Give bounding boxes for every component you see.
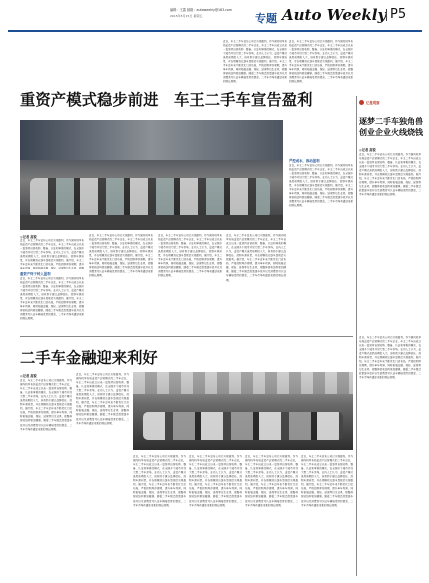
article-column: 近日，车王二手车宣布公司已实现盈利。作为国内较早布局重资产运营模式的二手车企业，车王二手车自成立以来一直坚持自营收购、整备、认证和零售的模式，在全国多个城市开设大型二手车卖场。业内人士认为，重资产模式虽然前期投入大，但有助于建立品牌信任、控制车源质量，并在规模效应逐步显现后实现盈利。据介绍，车王二手车近年来不断优化门店布局，严格控制库存周期，提升单车利润，同时拓展金融、保险、延保等衍生业务，使整体营收结构更加健康。随着二手车限迁政策逐步放开以及消费者对认证车辆接受度的提高，二手车市场有望迎来新的增长周期。 (245, 455, 298, 507)
sidebar-title-1: 逐梦二手车独角兽 (359, 117, 423, 126)
article-column: 近日，车王二手车宣布公司已实现盈利。作为国内较早布局重资产运营模式的二手车企业，车王二手车自成立以来一直坚持自营收购、整备、认证和零售的模式，在全国多个城市开设大型二手车卖场。业内人士认为，重资产模式虽然前期投入大，但有助于建立品牌信任、控制车源质量，并在规模效应逐步显现后实现盈利。据介绍，车王二手车近年来不断优化门店布局，严格控制库存周期，提升单车利润，同时拓展金融、保险、延保等衍生业务，使整体营收结构更加健康。随着二手车限迁政策逐步放开以及消费者对认证车辆接受度的提高，二手车市场有望迎来新的增长周期。 (223, 40, 287, 84)
article-column: 近日，车王二手车宣布公司已实现盈利。作为国内较早布局重资产运营模式的二手车企业，车王二手车自成立以来一直坚持自营收购、整备、认证和零售的模式，在全国多个城市开设大型二手车卖场。业内人士认为，重资产模式虽然前期投入大，但有助于建立品牌信任、控制车源质量，并在规模效应逐步显现后实现盈利。据介绍，车王二手车近年来不断优化门店布局，严格控制库存周期，提升单车利润，同时拓展金融、保险、延保等衍生业务，使整体营收结构更加健康。随着二手车限迁政策逐步放开以及消费者对认证车辆接受度的提高，二手车市场有望迎来新的增长周期。 (133, 455, 186, 507)
page-number: P5 (390, 7, 407, 22)
article-column: 近日，车王二手车宣布公司已实现盈利。作为国内较早布局重资产运营模式的二手车企业，车王二手车自成立以来一直坚持自营收购、整备、认证和零售的模式，在全国多个城市开设大型二手车卖场。业内人士认为，重资产模式虽然前期投入大，但有助于建立品牌信任、控制车源质量，并在规模效应逐步显现后实现盈利。据介绍，车王二手车近年来不断优化门店布局，严格控制库存周期，提升单车利润，同时拓展金融、保险、延保等衍生业务，使整体营收结构更加健康。随着二手车限迁政策逐步放开以及消费者对认证车辆接受度的提高，二手车市场有望迎来新的增长周期。 (20, 379, 72, 431)
article-column: 近日，车王二手车宣布公司已实现盈利。作为国内较早布局重资产运营模式的二手车企业，车王二手车自成立以来一直坚持自营收购、整备、认证和零售的模式，在全国多个城市开设大型二手车卖场。业内人士认为，重资产模式虽然前期投入大，但有助于建立品牌信任、控制车源质量，并在规模效应逐步显现后实现盈利。据介绍，车王二手车近年来不断优化门店布局，严格控制库存周期，提升单车利润，同时拓展金融、保险、延保等衍生业务，使整体营收结构更加健康。随着二手车限迁政策逐步放开以及消费者对认证车辆接受度的提高，二手车市场有望迎来新的增长周期。 (20, 277, 84, 321)
article1-subhead2: 严控成本，推动盈利 (289, 159, 320, 163)
article-column: 近日，车王二手车宣布公司已实现盈利。作为国内较早布局重资产运营模式的二手车企业，车王二手车自成立以来一直坚持自营收购、整备、认证和零售的模式，在全国多个城市开设大型二手车卖场。业内人士认为，重资产模式虽然前期投入大，但有助于建立品牌信任、控制车源质量，并在规模效应逐步显现后实现盈利。据介绍，车王二手车近年来不断优化门店布局，严格控制库存周期，提升单车利润，同时拓展金融、保险、延保等衍生业务，使整体营收结构更加健康。随着二手车限迁政策逐步放开以及消费者对认证车辆接受度的提高，二手车市场有望迎来新的增长周期。 (359, 336, 421, 380)
showroom-ceiling (133, 372, 353, 394)
article1-subhead: 重资产终于转入盈利 (20, 272, 51, 276)
sidebar-divider (356, 96, 357, 576)
showroom-photo (133, 372, 353, 450)
sidebar-byline: ◎记者 高锐 (359, 148, 376, 152)
section-label: 专题 (255, 12, 277, 25)
article-column: 近日，车王二手车宣布公司已实现盈利。作为国内较早布局重资产运营模式的二手车企业，车王二手车自成立以来一直坚持自营收购、整备、认证和零售的模式，在全国多个城市开设大型二手车卖场。业内人士认为，重资产模式虽然前期投入大，但有助于建立品牌信任、控制车源质量，并在规模效应逐步显现后实现盈利。据介绍，车王二手车近年来不断优化门店布局，严格控制库存周期，提升单车利润，同时拓展金融、保险、延保等衍生业务，使整体营收结构更加健康。随着二手车限迁政策逐步放开以及消费者对认证车辆接受度的提高，二手车市场有望迎来新的增长周期。 (289, 164, 353, 208)
sidebar-logo-icon (359, 100, 364, 105)
article-column: 近日，车王二手车宣布公司已实现盈利。作为国内较早布局重资产运营模式的二手车企业，车王二手车自成立以来一直坚持自营收购、整备、认证和零售的模式，在全国多个城市开设大型二手车卖场。业内人士认为，重资产模式虽然前期投入大，但有助于建立品牌信任、控制车源质量，并在规模效应逐步显现后实现盈利。据介绍，车王二手车近年来不断优化门店布局，严格控制库存周期，提升单车利润，同时拓展金融、保险、延保等衍生业务，使整体营收结构更加健康。随着二手车限迁政策逐步放开以及消费者对认证车辆接受度的提高，二手车市场有望迎来新的增长周期。 (289, 40, 353, 84)
brand-title: Auto Weekly (282, 6, 387, 24)
showroom-cars (143, 412, 343, 440)
article-column: 近日，车王二手车宣布公司已实现盈利。作为国内较早布局重资产运营模式的二手车企业，车王二手车自成立以来一直坚持自营收购、整备、认证和零售的模式，在全国多个城市开设大型二手车卖场。业内人士认为，重资产模式虽然前期投入大，但有助于建立品牌信任、控制车源质量，并在规模效应逐步显现后实现盈利。据介绍，车王二手车近年来不断优化门店布局，严格控制库存周期，提升单车利润，同时拓展金融、保险、延保等衍生业务，使整体营收结构更加健康。随着二手车限迁政策逐步放开以及消费者对认证车辆接受度的提高，二手车市场有望迎来新的增长周期。 (158, 234, 222, 278)
article-column: 近日，车王二手车宣布公司已实现盈利。作为国内较早布局重资产运营模式的二手车企业，车王二手车自成立以来一直坚持自营收购、整备、认证和零售的模式，在全国多个城市开设大型二手车卖场。业内人士认为，重资产模式虽然前期投入大，但有助于建立品牌信任、控制车源质量，并在规模效应逐步显现后实现盈利。据介绍，车王二手车近年来不断优化门店布局，严格控制库存周期，提升单车利润，同时拓展金融、保险、延保等衍生业务，使整体营收结构更加健康。随着二手车限迁政策逐步放开以及消费者对认证车辆接受度的提高，二手车市场有望迎来新的增长周期。 (359, 153, 421, 197)
car-lot-photo (20, 120, 283, 230)
secondary-headline: 二手车金融迎来利好 (20, 349, 158, 367)
page-number-divider (386, 9, 387, 21)
car-row (30, 178, 270, 218)
sidebar-logo: 亿曼观察 (366, 101, 380, 105)
article2-byline: ◎记者 高锐 (20, 374, 37, 378)
main-headline: 重资产模式稳步前进 车王二手车宣告盈利 (20, 91, 313, 109)
article-column: 近日，车王二手车宣布公司已实现盈利。作为国内较早布局重资产运营模式的二手车企业，车王二手车自成立以来一直坚持自营收购、整备、认证和零售的模式，在全国多个城市开设大型二手车卖场。业内人士认为，重资产模式虽然前期投入大，但有助于建立品牌信任、控制车源质量，并在规模效应逐步显现后实现盈利。据介绍，车王二手车近年来不断优化门店布局，严格控制库存周期，提升单车利润，同时拓展金融、保险、延保等衍生业务，使整 (20, 239, 84, 269)
article-column: 近日，车王二手车宣布公司已实现盈利。作为国内较早布局重资产运营模式的二手车企业，车王二手车自成立以来一直坚持自营收购、整备、认证和零售的模式，在全国多个城市开设大型二手车卖场。业内人士认为，重资产模式虽然前期投入大，但有助于建立品牌信任、控制车源质量，并在规模效应逐步显现后实现盈利。据介绍，车王二手车近年来不断优化门店布局，严格控制库存周期，提升单车利润，同时拓展金融、保险、延保等衍生业务，使整体营收结构更加健康。随着二手车限迁政策逐步放开以及消费者对认证车辆接受度的提高，二手车市场有望迎来新的增长周期。 (226, 234, 286, 282)
building-shape (20, 120, 283, 160)
page-header (0, 0, 429, 40)
header-date: 2015年5月15日 星期五 (170, 14, 203, 18)
article-column: 近日，车王二手车宣布公司已实现盈利。作为国内较早布局重资产运营模式的二手车企业，车王二手车自成立以来一直坚持自营收购、整备、认证和零售的模式，在全国多个城市开设大型二手车卖场。业内人士认为，重资产模式虽然前期投入大，但有助于建立品牌信任、控制车源质量，并在规模效应逐步显现后实现盈利。据介绍，车王二手车近年来不断优化门店布局，严格控制库存周期，提升单车利润，同时拓展金融、保险、延保等衍生业务，使整体营收结构更加健康。随着二手车限迁政策逐步放开以及消费者对认证车辆接受度的提高，二手车市场有望迎来新的增长周期。 (76, 373, 129, 425)
article-column: 近日，车王二手车宣布公司已实现盈利。作为国内较早布局重资产运营模式的二手车企业，车王二手车自成立以来一直坚持自营收购、整备、认证和零售的模式，在全国多个城市开设大型二手车卖场。业内人士认为，重资产模式虽然前期投入大，但有助于建立品牌信任、控制车源质量，并在规模效应逐步显现后实现盈利。据介绍，车王二手车近年来不断优化门店布局，严格控制库存周期，提升单车利润，同时拓展金融、保险、延保等衍生业务，使整体营收结构更加健康。随着二手车限迁政策逐步放开以及消费者对认证车辆接受度的提高，二手车市场有望迎来新的增长周期。 (189, 455, 242, 507)
article1-byline: ◎记者 高锐 (20, 235, 37, 239)
header-rule (8, 30, 422, 32)
ground (20, 215, 283, 230)
article-column: 近日，车王二手车宣布公司已实现盈利。作为国内较早布局重资产运营模式的二手车企业，车王二手车自成立以来一直坚持自营收购、整备、认证和零售的模式，在全国多个城市开设大型二手车卖场。业内人士认为，重资产模式虽然前期投入大，但有助于建立品牌信任、控制车源质量，并在规模效应逐步显现后实现盈利。据介绍，车王二手车近年来不断优化门店布局，严格控制库存周期，提升单车利润，同时拓展金融、保险、延保等衍生业务，使整体营收结构更加健康。随着二手车限迁政策逐步放开以及消费者对认证车辆接受度的提高，二手车市场有望迎来新的增长周期。 (301, 455, 353, 507)
sidebar-title-2: 创业企业火线烧钱 (359, 128, 423, 137)
section-divider (20, 336, 353, 337)
header-meta: 编辑：王露 邮箱：autoweekly@163.com (170, 8, 232, 12)
article-column: 近日，车王二手车宣布公司已实现盈利。作为国内较早布局重资产运营模式的二手车企业，车王二手车自成立以来一直坚持自营收购、整备、认证和零售的模式，在全国多个城市开设大型二手车卖场。业内人士认为，重资产模式虽然前期投入大，但有助于建立品牌信任、控制车源质量，并在规模效应逐步显现后实现盈利。据介绍，车王二手车近年来不断优化门店布局，严格控制库存周期，提升单车利润，同时拓展金融、保险、延保等衍生业务，使整体营收结构更加健康。随着二手车限迁政策逐步放开以及消费者对认证车辆接受度的提高，二手车市场有望迎来新的增长周期。 (89, 234, 153, 278)
